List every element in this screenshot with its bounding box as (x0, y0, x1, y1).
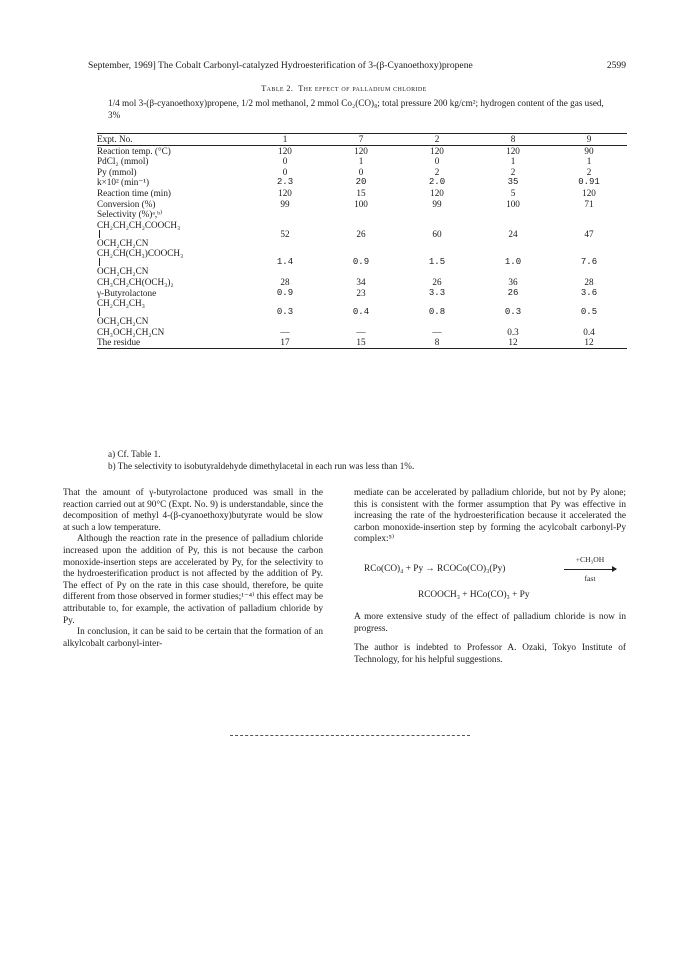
bond-line (99, 308, 100, 316)
table-cell: 1.4 (276, 257, 294, 268)
table-cell: 7.6 (580, 257, 598, 268)
page-number: 2599 (606, 60, 626, 71)
table-cell: — (280, 326, 290, 337)
results-table (97, 133, 627, 349)
table-row (97, 220, 627, 249)
paragraph: That the amount of γ-butyrolactone produced was small in the reaction carried out at 90°C (Expt. No. 9) is understandable, since the decomposition of methyl 4-(β-cyanoethoxy)butyrate would be slow at such a low temperature. (63, 488, 323, 533)
structure-label (97, 220, 247, 249)
table-cell (399, 209, 475, 220)
table-cell: 0 (282, 156, 288, 167)
row-label: Reaction time (min) (97, 187, 171, 198)
table-conditions: 1/4 mol 3-(β-cyanoethoxy)propene, 1/2 mol methanol, 2 mmol Co₂(CO)₈; total pressure 200 kg/cm²; hydrogen content of the gas used, 3% (108, 98, 604, 120)
row-label: PdCl₂ (mmol) (97, 156, 149, 167)
right-column (354, 488, 626, 666)
paragraph: mediate can be accelerated by palladium chloride, but not by Py alone; this is consistent with the former assumption that Py was effective in increasing the rate of the hydroesterification because it accelerated the carbon monoxide-insertion step by forming the acylcobalt carbonyl-Py complex:⁵⁾ (354, 488, 626, 545)
table-row (97, 199, 627, 210)
row-label: k×10² (min⁻¹) (97, 177, 150, 188)
table-cell: 17 (280, 337, 290, 348)
structure-label (97, 298, 247, 327)
footnote-a: a) Cf. Table 1. (108, 449, 161, 459)
reaction-equation (354, 552, 626, 604)
table-cell: 2.3 (276, 177, 294, 188)
acknowledgment: The author is indebted to Professor A. Ozaki, Tokyo Institute of Technology, for his helpful suggestions. (354, 643, 626, 665)
table-cell: 28 (584, 276, 594, 287)
table-cell: 60 (432, 228, 442, 239)
table-row (97, 209, 627, 220)
table-cell: 1 (510, 156, 516, 167)
table-cell: 20 (355, 177, 367, 188)
table-caption (0, 84, 688, 93)
table-cell: 28 (280, 276, 290, 287)
table-cell: 0.9 (352, 257, 370, 268)
left-column (63, 488, 323, 650)
table-cell: 0.9 (276, 287, 294, 298)
formula-top: CH₂CH₂CH₃ (97, 298, 145, 309)
table-cell: 9 (551, 134, 627, 146)
table-row (97, 134, 627, 146)
table-cell: 120 (430, 187, 444, 198)
table-cell: 120 (506, 145, 520, 156)
row-label: γ-Butyrolactone (97, 287, 157, 298)
running-header (88, 60, 626, 71)
table-cell: 99 (432, 198, 442, 209)
table-cell (475, 209, 551, 220)
table-cell: 36 (508, 276, 518, 287)
footnote-b: b) The selectivity to isobutyraldehyde dimethylacetal in each run was less than 1%. (108, 460, 415, 471)
table-cell: 1.0 (504, 257, 522, 268)
table-cell: 0.91 (578, 177, 600, 188)
table-cell: 15 (356, 337, 366, 348)
table-cell: 7 (323, 134, 399, 146)
table-cell: 3.3 (428, 287, 446, 298)
structure-label (97, 248, 247, 277)
formula-bottom: OCH₂CH₂CN (97, 316, 149, 327)
table-cell: 90 (584, 145, 594, 156)
table-row (97, 288, 627, 299)
table-cell: 34 (356, 276, 366, 287)
table-cell (323, 209, 399, 220)
table-cell: 2 (434, 166, 440, 177)
row-label: Reaction temp. (°C) (97, 145, 171, 156)
bond-line (99, 258, 100, 266)
table-cell (551, 209, 627, 220)
table-cell: 12 (584, 337, 594, 348)
formula-bottom: OCH₂CH₂CN (97, 237, 149, 248)
table-cell: 120 (278, 145, 292, 156)
table-row (97, 277, 627, 288)
table-cell: 0.4 (352, 307, 370, 318)
formula-top: CH₂CH(CH₃)COOCH₃ (97, 248, 184, 259)
running-header-title: September, 1969] The Cobalt Carbonyl-catalyzed Hydroesterification of 3-(β-Cyanoethoxy)propene (88, 60, 473, 71)
table-cell: 120 (582, 187, 596, 198)
table-cell: 0.8 (428, 307, 446, 318)
table-cell: 15 (356, 187, 366, 198)
table-cell: 1 (247, 134, 323, 146)
table-row (97, 167, 627, 178)
table-cell: 0 (282, 166, 288, 177)
table-label: Table 2. (261, 84, 294, 93)
reaction-arrow (564, 554, 616, 584)
table-cell: 2.0 (428, 177, 446, 188)
arrow-label-bottom: fast (584, 573, 596, 583)
table-cell: 1.5 (428, 257, 446, 268)
table-cell: 26 (432, 276, 442, 287)
table-cell: 0.3 (507, 326, 519, 337)
table-footnotes (108, 449, 628, 472)
table-cell: — (432, 326, 442, 337)
table-cell: 0 (358, 166, 364, 177)
table-cell: 12 (508, 337, 518, 348)
table-cell: 0.3 (276, 307, 294, 318)
table-cell: 1 (358, 156, 364, 167)
table-cell: 52 (280, 228, 290, 239)
table-row (97, 298, 627, 327)
paragraph: Although the reaction rate in the presence of palladium chloride increased upon the addition of Py, this is not because the carbon monoxide-insertion steps are accelerated by Py, for the selectivity to the hydroesterification product is not affected by the addition of Py. The effect of Py on the rate in this case should, therefore, be quite different from those observed in former studies;¹⁻⁴⁾ this effect may be attributable to, for example, the activation of palladium chloride by Py. (63, 534, 323, 626)
table-row (97, 177, 627, 188)
table-row (97, 337, 627, 348)
table-cell: 0 (434, 156, 440, 167)
table-cell: 2 (586, 166, 592, 177)
table-cell: 0.4 (583, 326, 595, 337)
table-cell: 8 (475, 134, 551, 146)
formula-top: CH₂CH₂CH₂COOCH₃ (97, 219, 181, 230)
table-cell: 100 (506, 198, 520, 209)
end-rule (230, 735, 470, 736)
table-cell: — (356, 326, 366, 337)
table-row (97, 156, 627, 167)
table-cell (247, 209, 323, 220)
row-label: The residue (97, 337, 141, 348)
table-cell: 99 (280, 198, 290, 209)
row-label: CH₃CH₂CH(OCH₃)₂ (97, 276, 174, 287)
table-row (97, 248, 627, 277)
row-label: Selectivity (%)ᵃ,ᵇ⁾ (97, 209, 163, 220)
arrow-label-top: +CH₃OH (575, 554, 605, 564)
table-cell: 5 (510, 187, 516, 198)
table-cell: 2 (510, 166, 516, 177)
table-cell: 0.3 (504, 307, 522, 318)
table-cell: 3.6 (580, 287, 598, 298)
table-cell: 26 (356, 228, 366, 239)
paragraph: In conclusion, it can be said to be certain that the formation of an alkylcobalt carbonyl-inter- (63, 627, 323, 649)
row-label: Conversion (%) (97, 198, 156, 209)
table-cell: 26 (507, 287, 519, 298)
table-cell: 24 (508, 228, 518, 239)
row-label: Expt. No. (97, 134, 247, 146)
row-label: CH₃OCH₂CH₂CN (97, 326, 165, 337)
arrow-icon (564, 569, 616, 570)
table-cell: 2 (399, 134, 475, 146)
equation-line-1: RCo(CO)₄ + Py → RCOCo(CO)₃(Py) (364, 563, 506, 574)
bond-line (99, 230, 100, 238)
table-cell: 23 (356, 287, 366, 298)
table-cell: 1 (586, 156, 592, 167)
formula-bottom: OCH₂CH₂CN (97, 266, 149, 277)
paragraph: A more extensive study of the effect of palladium chloride is now in progress. (354, 611, 626, 634)
table-cell: 0.5 (580, 307, 598, 318)
table-cell: 120 (278, 187, 292, 198)
table-row (97, 145, 627, 156)
table-cell: 71 (584, 198, 594, 209)
table-cell: 120 (354, 145, 368, 156)
table-row (97, 188, 627, 199)
table-cell: 47 (584, 228, 594, 239)
table-cell: 35 (507, 177, 519, 188)
table-title: The effect of palladium chloride (298, 84, 427, 93)
table-cell: 100 (354, 198, 368, 209)
row-label: Py (mmol) (97, 166, 137, 177)
table-row (97, 327, 627, 338)
equation-line-2: RCOOCH₃ + HCo(CO)₃ + Py (418, 589, 530, 600)
table-cell: 8 (434, 337, 440, 348)
table-cell: 120 (430, 145, 444, 156)
